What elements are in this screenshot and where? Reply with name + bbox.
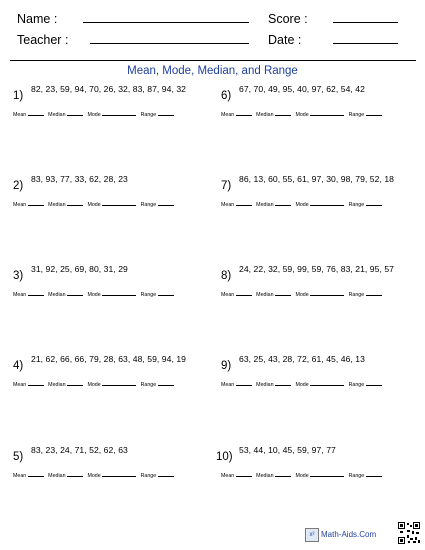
problem-number: 9) bbox=[221, 360, 232, 372]
problem-number: 5) bbox=[13, 451, 24, 463]
mean-label: Mean bbox=[13, 382, 27, 388]
range-blank[interactable] bbox=[366, 380, 382, 386]
median-blank[interactable] bbox=[67, 380, 83, 386]
problem-1 bbox=[13, 84, 218, 118]
site-name: Math-Aids.Com bbox=[321, 530, 377, 539]
problem-number: 4) bbox=[13, 360, 24, 372]
range-label: Range bbox=[140, 382, 157, 388]
mode-blank[interactable] bbox=[102, 110, 136, 116]
mode-label: Mode bbox=[295, 292, 309, 298]
mode-label: Mode bbox=[87, 382, 101, 388]
median-label: Median bbox=[48, 292, 66, 298]
answer-row bbox=[221, 380, 382, 388]
range-label: Range bbox=[140, 292, 157, 298]
range-blank[interactable] bbox=[158, 380, 174, 386]
mode-blank[interactable] bbox=[102, 380, 136, 386]
median-blank[interactable] bbox=[275, 471, 291, 477]
mean-blank[interactable] bbox=[28, 471, 44, 477]
mean-blank[interactable] bbox=[236, 471, 252, 477]
problem-number: 6) bbox=[221, 90, 232, 102]
median-label: Median bbox=[256, 112, 274, 118]
teacher-field[interactable] bbox=[90, 43, 249, 44]
mean-blank[interactable] bbox=[236, 200, 252, 206]
mean-blank[interactable] bbox=[28, 200, 44, 206]
median-blank[interactable] bbox=[275, 290, 291, 296]
range-blank[interactable] bbox=[158, 200, 174, 206]
date-field[interactable] bbox=[333, 43, 398, 44]
problem-number: 2) bbox=[13, 180, 24, 192]
mean-label: Mean bbox=[13, 292, 27, 298]
problem-values: 21, 62, 66, 66, 79, 28, 63, 48, 59, 94, 19 bbox=[31, 354, 186, 364]
range-blank[interactable] bbox=[158, 290, 174, 296]
range-label: Range bbox=[348, 202, 365, 208]
date-label: Date : bbox=[268, 33, 302, 47]
mean-blank[interactable] bbox=[236, 110, 252, 116]
problem-3 bbox=[13, 264, 218, 298]
answer-row bbox=[13, 380, 174, 388]
mode-blank[interactable] bbox=[310, 110, 344, 116]
mean-label: Mean bbox=[13, 112, 27, 118]
mode-blank[interactable] bbox=[102, 200, 136, 206]
mean-blank[interactable] bbox=[236, 290, 252, 296]
mean-blank[interactable] bbox=[28, 110, 44, 116]
mode-blank[interactable] bbox=[310, 380, 344, 386]
mean-blank[interactable] bbox=[28, 380, 44, 386]
problem-values: 83, 93, 77, 33, 62, 28, 23 bbox=[31, 174, 128, 184]
mean-label: Mean bbox=[221, 112, 235, 118]
problem-4 bbox=[13, 354, 218, 388]
median-label: Median bbox=[256, 292, 274, 298]
median-label: Median bbox=[256, 382, 274, 388]
median-blank[interactable] bbox=[67, 110, 83, 116]
answer-row bbox=[13, 290, 174, 298]
range-label: Range bbox=[140, 473, 157, 479]
problem-number: 10) bbox=[216, 451, 233, 463]
answer-row bbox=[13, 110, 174, 118]
name-field[interactable] bbox=[83, 22, 249, 23]
median-blank[interactable] bbox=[67, 200, 83, 206]
answer-row bbox=[221, 471, 382, 479]
mode-label: Mode bbox=[295, 382, 309, 388]
median-label: Median bbox=[48, 202, 66, 208]
teacher-label: Teacher : bbox=[17, 33, 69, 47]
mode-blank[interactable] bbox=[310, 471, 344, 477]
problem-values: 86, 13, 60, 55, 61, 97, 30, 98, 79, 52, 18 bbox=[239, 174, 394, 184]
mode-label: Mode bbox=[295, 202, 309, 208]
range-label: Range bbox=[348, 473, 365, 479]
mode-blank[interactable] bbox=[102, 471, 136, 477]
range-label: Range bbox=[140, 202, 157, 208]
qr-code-icon bbox=[398, 522, 420, 544]
mean-label: Mean bbox=[13, 473, 27, 479]
median-blank[interactable] bbox=[275, 380, 291, 386]
range-blank[interactable] bbox=[366, 290, 382, 296]
problem-8 bbox=[221, 264, 425, 298]
mode-label: Mode bbox=[87, 202, 101, 208]
header-divider bbox=[10, 60, 416, 61]
mean-label: Mean bbox=[221, 473, 235, 479]
mode-label: Mode bbox=[87, 292, 101, 298]
range-label: Range bbox=[348, 382, 365, 388]
mean-blank[interactable] bbox=[28, 290, 44, 296]
mean-label: Mean bbox=[221, 382, 235, 388]
score-field[interactable] bbox=[333, 22, 398, 23]
problem-values: 31, 92, 25, 69, 80, 31, 29 bbox=[31, 264, 128, 274]
answer-row bbox=[221, 110, 382, 118]
mode-label: Mode bbox=[295, 473, 309, 479]
range-label: Range bbox=[348, 292, 365, 298]
math-aids-logo-icon: x² bbox=[305, 528, 319, 542]
median-label: Median bbox=[48, 473, 66, 479]
answer-row bbox=[13, 471, 174, 479]
median-blank[interactable] bbox=[275, 200, 291, 206]
range-label: Range bbox=[140, 112, 157, 118]
problem-values: 83, 23, 24, 71, 52, 62, 63 bbox=[31, 445, 128, 455]
median-label: Median bbox=[48, 382, 66, 388]
problem-number: 3) bbox=[13, 270, 24, 282]
worksheet-title: Mean, Mode, Median, and Range bbox=[127, 65, 298, 77]
problem-5 bbox=[13, 445, 218, 479]
problem-values: 53, 44, 10, 45, 59, 97, 77 bbox=[239, 445, 336, 455]
mean-label: Mean bbox=[221, 202, 235, 208]
range-blank[interactable] bbox=[366, 110, 382, 116]
mode-label: Mode bbox=[87, 112, 101, 118]
problem-9 bbox=[221, 354, 425, 388]
problem-values: 63, 25, 43, 28, 72, 61, 45, 46, 13 bbox=[239, 354, 365, 364]
problem-number: 7) bbox=[221, 180, 232, 192]
answer-row bbox=[13, 200, 174, 208]
mode-label: Mode bbox=[295, 112, 309, 118]
median-blank[interactable] bbox=[275, 110, 291, 116]
problem-number: 1) bbox=[13, 90, 24, 102]
problem-values: 82, 23, 59, 94, 70, 26, 32, 83, 87, 94, 32 bbox=[31, 84, 186, 94]
range-blank[interactable] bbox=[158, 471, 174, 477]
answer-row bbox=[221, 200, 382, 208]
mode-label: Mode bbox=[87, 473, 101, 479]
median-label: Median bbox=[256, 202, 274, 208]
problem-values: 67, 70, 49, 95, 40, 97, 62, 54, 42 bbox=[239, 84, 365, 94]
median-blank[interactable] bbox=[67, 471, 83, 477]
problem-6 bbox=[221, 84, 425, 118]
mean-label: Mean bbox=[221, 292, 235, 298]
range-label: Range bbox=[348, 112, 365, 118]
range-blank[interactable] bbox=[158, 110, 174, 116]
score-label: Score : bbox=[268, 12, 308, 26]
name-label: Name : bbox=[17, 12, 58, 26]
mean-label: Mean bbox=[13, 202, 27, 208]
problem-2 bbox=[13, 174, 218, 208]
range-blank[interactable] bbox=[366, 200, 382, 206]
answer-row bbox=[221, 290, 382, 298]
problem-7 bbox=[221, 174, 425, 208]
mean-blank[interactable] bbox=[236, 380, 252, 386]
median-label: Median bbox=[256, 473, 274, 479]
range-blank[interactable] bbox=[366, 471, 382, 477]
mode-blank[interactable] bbox=[310, 290, 344, 296]
mode-blank[interactable] bbox=[102, 290, 136, 296]
problem-values: 24, 22, 32, 59, 99, 59, 76, 83, 21, 95, 57 bbox=[239, 264, 394, 274]
median-blank[interactable] bbox=[67, 290, 83, 296]
mode-blank[interactable] bbox=[310, 200, 344, 206]
problem-10 bbox=[216, 445, 421, 479]
problem-number: 8) bbox=[221, 270, 232, 282]
median-label: Median bbox=[48, 112, 66, 118]
